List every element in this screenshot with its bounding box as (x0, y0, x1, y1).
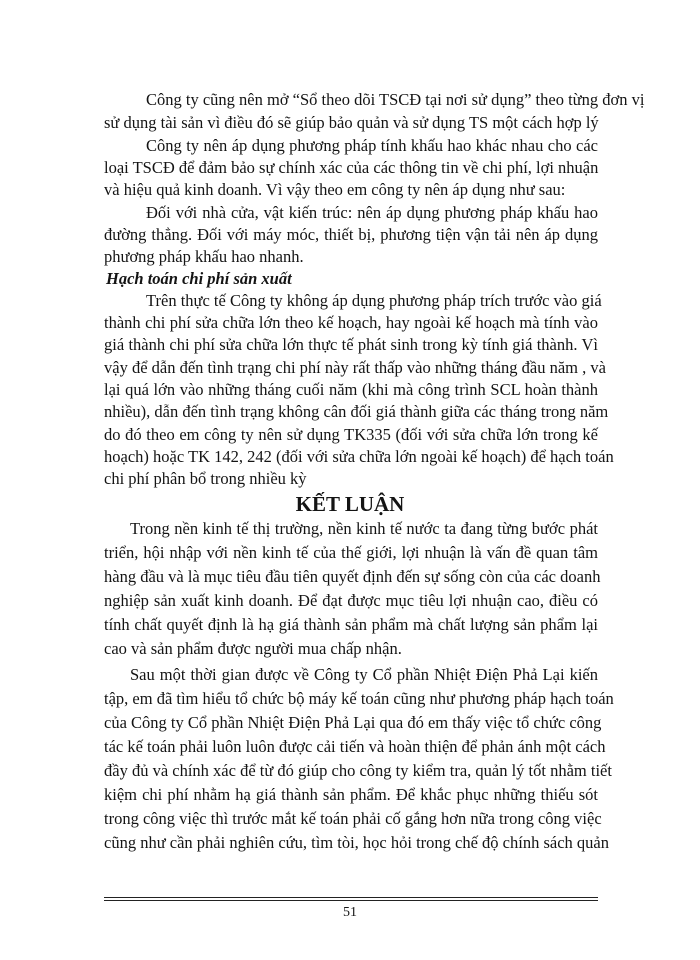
text-line: Công ty nên áp dụng phương pháp tính khấu hao khác nhau cho các (146, 136, 598, 155)
text-line: do đó theo em công ty nên sử dụng TK335 (đối với sửa chữa lớn trong kế (104, 425, 598, 444)
text-line: nghiệp sản xuất kinh doanh. Để đạt được mục tiêu lợi nhuận cao, điều có (104, 591, 598, 610)
text-line: Trong nền kinh tế thị trường, nền kinh tế nước ta đang từng bước phát (130, 519, 598, 538)
text-line: Công ty cũng nên mở “Sổ theo dõi TSCĐ tại nơi sử dụng” theo từng đơn vị (146, 90, 645, 109)
text-line: cao và sản phẩm được người mua chấp nhận. (104, 639, 402, 658)
subheading-hach-toan: Hạch toán chi phí sản xuất (106, 269, 292, 288)
conclusion-title: KẾT LUẬN (295, 492, 405, 516)
text-line: cũng như cần phải nghiên cứu, tìm tòi, học hỏi trong chế độ chính sách quản (104, 833, 609, 852)
text-line: tập, em đã tìm hiểu tổ chức bộ máy kế toán cũng như phương pháp hạch toán (104, 689, 614, 708)
text-line: triển, hội nhập với nền kinh tế của thế giới, lợi nhuận là vấn đề quan tâm (104, 543, 598, 562)
text-line: giá thành chi phí sửa chữa lớn thực tế phát sinh trong kỳ tính giá thành. Vì (104, 335, 598, 354)
text-line: tác kế toán phải luôn luôn được cải tiến và hoàn thiện để phản ánh một cách (104, 737, 606, 756)
text-line: hoạch) hoặc TK 142, 242 (đối với sửa chữa lớn ngoài kế hoạch) để hạch toán (104, 447, 614, 466)
footer-rule (104, 897, 598, 898)
text-line: tính chất quyết định là hạ giá thành sản phẩm mà chất lượng sản phẩm lại (104, 615, 598, 634)
text-line: kiệm chi phí nhằm hạ giá thành sản phẩm. Để khắc phục những thiếu sót (104, 785, 598, 804)
text-line: hàng đầu và là mục tiêu đầu tiên quyết định đến sự sống còn của các doanh (104, 567, 601, 586)
text-line: sử dụng tài sản vì điều đó sẽ giúp bảo quản và sử dụng TS một cách hợp lý (104, 113, 599, 132)
text-line: trong công việc thì trước mắt kế toán phải cố gắng hơn nữa trong công việc (104, 809, 602, 828)
text-line: Đối với nhà cửa, vật kiến trúc: nên áp dụng phương pháp khấu hao (146, 203, 598, 222)
text-line: nhiều), dẫn đến tình trạng không cân đối giá thành giữa các tháng trong năm (104, 402, 609, 421)
text-line: đường thẳng. Đối với máy móc, thiết bị, phương tiện vận tải nên áp dụng (104, 225, 598, 244)
text-line: chi phí phân bổ trong nhiều kỳ (104, 469, 307, 488)
text-line: Trên thực tế Công ty không áp dụng phương pháp trích trước vào giá (146, 291, 602, 310)
text-line: phương pháp khấu hao nhanh. (104, 247, 304, 266)
text-line: loại TSCĐ để đảm bảo sự chính xác của các thông tin về chi phí, lợi nhuận (104, 158, 599, 177)
text-line: Sau một thời gian được về Công ty Cổ phần Nhiệt Điện Phả Lại kiến (130, 665, 598, 684)
text-line: vậy để dẫn đến tình trạng chi phí này rất thấp vào những tháng đầu năm , và (104, 358, 606, 377)
text-line: lại quá lớn vào những tháng cuối năm (khi mà công trình SCL hoàn thành (104, 380, 598, 399)
text-line: thành chi phí sửa chữa lớn theo kế hoạch, hay ngoài kế hoạch mà tính vào (104, 313, 598, 332)
footer-rule (104, 900, 598, 901)
page-number: 51 (343, 905, 357, 920)
text-line: của Công ty Cổ phần Nhiệt Điện Phả Lại qua đó em thấy việc tổ chức công (104, 713, 602, 732)
text-line: đầy đủ và chính xác để từ đó giúp cho công ty kiểm tra, quản lý tốt nhằm tiết (104, 761, 612, 780)
text-line: và hiệu quả kinh doanh. Vì vậy theo em công ty nên áp dụng như sau: (104, 180, 566, 199)
